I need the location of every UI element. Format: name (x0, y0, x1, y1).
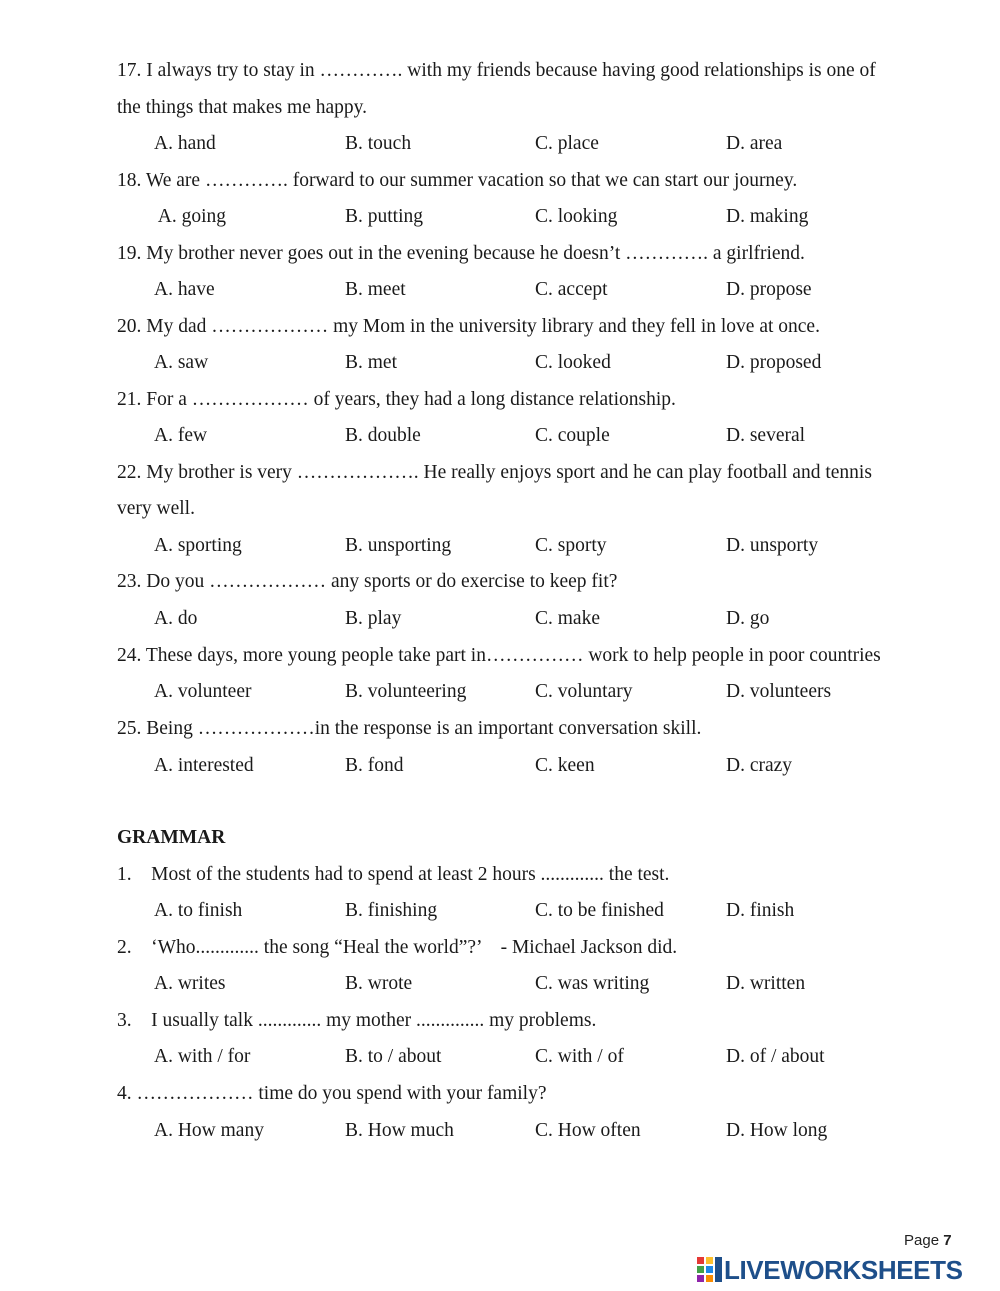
option-a: A. volunteer (154, 681, 252, 702)
question-22-options (0, 534, 1000, 558)
option-d: D. crazy (726, 755, 793, 776)
question-22-stem-line-2: very well. (117, 498, 195, 519)
option-b: B. meet (345, 279, 406, 300)
question-19-options (0, 278, 1000, 302)
option-a: A. hand (154, 133, 216, 154)
page-number-label (904, 1232, 952, 1249)
option-c: C. sporty (535, 535, 607, 556)
option-b: B. putting (345, 206, 424, 227)
blocks-logo-icon (697, 1257, 723, 1283)
option-b: B. volunteering (345, 681, 467, 702)
grammar-question-4-stem: 4. ……………… time do you spend with your family? (117, 1083, 547, 1104)
option-a: A. few (154, 425, 208, 446)
option-d: D. written (726, 973, 806, 994)
option-a: A. How many (154, 1120, 264, 1141)
option-a: A. with / for (154, 1046, 251, 1067)
question-17-stem-line-2: the things that makes me happy. (117, 97, 368, 118)
option-d: D. How long (726, 1120, 828, 1141)
question-25-options (0, 754, 1000, 778)
option-d: D. area (726, 133, 783, 154)
option-d: D. unsporty (726, 535, 819, 556)
option-a: A. going (154, 206, 227, 227)
option-c: C. looked (535, 352, 611, 373)
option-b: B. finishing (345, 900, 438, 921)
question-25-stem: 25. Being ………………in the response is an important conversation skill. (117, 718, 702, 739)
option-b: B. to / about (345, 1046, 442, 1067)
option-c: C. with / of (535, 1046, 624, 1067)
option-a: A. interested (154, 755, 254, 776)
question-18-options (0, 205, 1000, 229)
grammar-question-3-options (0, 1045, 1000, 1069)
question-24-stem: 24. These days, more young people take part in…………… work to help people in poor countries (117, 645, 881, 666)
option-c: C. was writing (535, 973, 650, 994)
question-18-stem: 18. We are …………. forward to our summer vacation so that we can start our journey. (117, 170, 798, 191)
option-a: A. saw (154, 352, 209, 373)
question-17-stem-line-1: 17. I always try to stay in …………. with my friends because having good relationships is one of (117, 60, 876, 81)
option-c: C. place (535, 133, 599, 154)
option-c: C. couple (535, 425, 610, 446)
option-b: B. met (345, 352, 397, 373)
question-23-stem: 23. Do you ……………… any sports or do exercise to keep fit? (117, 571, 618, 592)
question-19-stem: 19. My brother never goes out in the evening because he doesn’t …………. a girlfriend. (117, 243, 805, 264)
question-21-stem: 21. For a ……………… of years, they had a long distance relationship. (117, 389, 676, 410)
option-a: A. to finish (154, 900, 243, 921)
option-d: D. of / about (726, 1046, 825, 1067)
page-label: Page (904, 1232, 940, 1249)
option-b: B. play (345, 608, 402, 629)
option-a: A. do (154, 608, 198, 629)
option-c: C. accept (535, 279, 608, 300)
option-c: C. looking (535, 206, 618, 227)
liveworksheets-logo (697, 1255, 994, 1285)
question-24-options (0, 680, 1000, 704)
question-22-stem-line-1: 22. My brother is very ………………. He really enjoys sport and he can play football and tennis (117, 462, 872, 483)
question-23-options (0, 607, 1000, 631)
option-d: D. several (726, 425, 806, 446)
question-20-stem: 20. My dad ……………… my Mom in the university library and they fell in love at once. (117, 316, 820, 337)
option-d: D. go (726, 608, 770, 629)
option-b: B. wrote (345, 973, 413, 994)
question-17-options (0, 132, 1000, 156)
option-d: D. propose (726, 279, 812, 300)
grammar-question-2-options (0, 972, 1000, 996)
option-d: D. proposed (726, 352, 822, 373)
option-c: C. to be finished (535, 900, 664, 921)
option-a: A. writes (154, 973, 226, 994)
grammar-heading: GRAMMAR (117, 827, 226, 848)
option-d: D. finish (726, 900, 795, 921)
grammar-question-3-stem: 3. I usually talk ............. my mother .............. my problems. (117, 1010, 597, 1031)
option-c: C. make (535, 608, 600, 629)
option-d: D. volunteers (726, 681, 832, 702)
option-b: B. touch (345, 133, 412, 154)
option-c: C. keen (535, 755, 595, 776)
option-b: B. unsporting (345, 535, 452, 556)
option-c: C. voluntary (535, 681, 633, 702)
question-21-options (0, 424, 1000, 448)
option-a: A. sporting (154, 535, 242, 556)
option-a: A. have (154, 279, 215, 300)
option-b: B. double (345, 425, 421, 446)
grammar-question-1-options (0, 899, 1000, 923)
grammar-question-1-stem: 1. Most of the students had to spend at least 2 hours ............. the test. (117, 864, 670, 885)
option-d: D. making (726, 206, 809, 227)
grammar-question-4-options (0, 1119, 1000, 1143)
option-b: B. How much (345, 1120, 454, 1141)
page-number: 7 (943, 1232, 952, 1249)
option-b: B. fond (345, 755, 404, 776)
question-20-options (0, 351, 1000, 375)
grammar-question-2-stem: 2. ‘Who............. the song “Heal the world”?’ - Michael Jackson did. (117, 937, 678, 958)
option-c: C. How often (535, 1120, 641, 1141)
brand-name: LIVEWORKSHEETS (724, 1255, 963, 1285)
